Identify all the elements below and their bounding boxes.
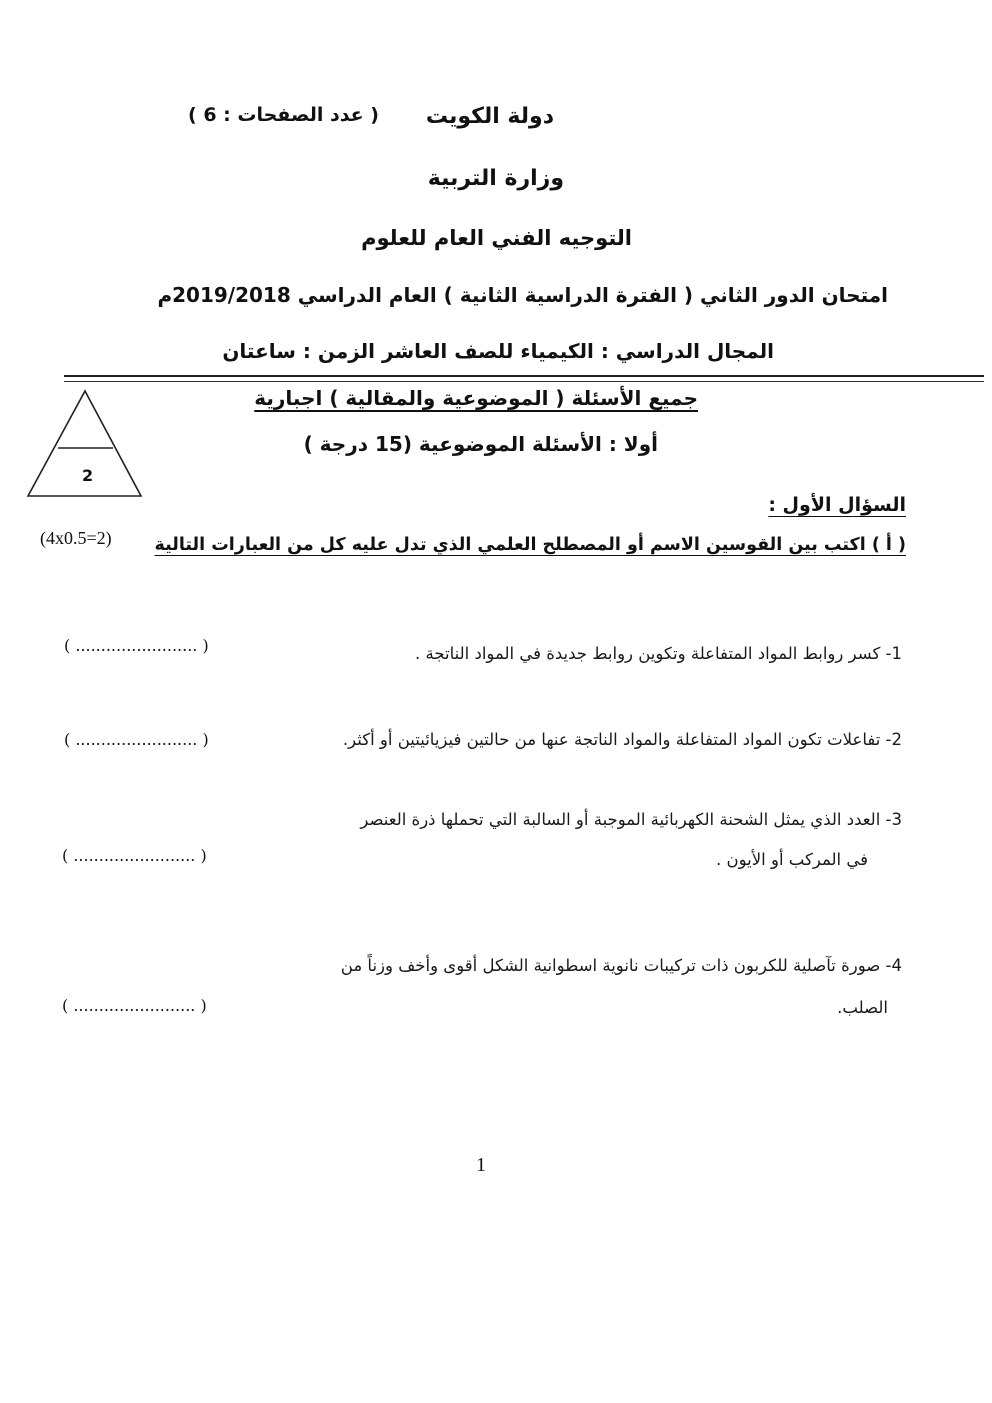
question-item-3-line2: في المركب أو الأيون .	[716, 850, 868, 869]
question-item-4-line1: 4- صورة تآصلية للكربون ذات تركيبات نانوية اسطوانية الشكل أقوى وأخف وزناً من	[340, 956, 902, 975]
part-a-instruction: ( أ ) اكتب بين القوسين الاسم أو المصطلح العلمي الذي تدل عليه كل من العبارات التالية	[154, 535, 906, 555]
country-title: دولة الكويت	[425, 104, 554, 129]
instructions-all-questions: جميع الأسئلة ( الموضوعية والمقالية ) اجبارية	[254, 386, 698, 410]
department-title: التوجيه الفني العام للعلوم	[361, 226, 632, 250]
part-a-marks: (4x0.5=2)	[40, 528, 112, 548]
ministry-title: وزارة التربية	[427, 166, 564, 191]
question-item-2: 2- تفاعلات تكون المواد المتفاعلة والمواد الناتجة عنها من حالتين فيزيائيتين أو أكثر.	[342, 730, 902, 749]
question-one-title: السؤال الأول :	[768, 494, 906, 516]
subject-line: المجال الدراسي : الكيمياء للصف العاشر الزمن : ساعتان	[222, 339, 774, 363]
instructions-section-one: أولا : الأسئلة الموضوعية (15 درجة )	[303, 432, 658, 456]
exam-title: امتحان الدور الثاني ( الفترة الدراسية الثانية ) العام الدراسي 2019/2018م	[157, 283, 888, 307]
question-item-4-line2: الصلب.	[837, 998, 888, 1017]
answer-blank-3[interactable]: ( ........................ )	[62, 846, 207, 865]
question-item-3-line1: 3- العدد الذي يمثل الشحنة الكهربائية الموجبة أو السالبة التي تحملها ذرة العنصر	[360, 810, 902, 829]
score-triangle-value: 2	[82, 466, 94, 485]
answer-blank-4[interactable]: ( ........................ )	[62, 996, 207, 1015]
pages-count: ( عدد الصفحات : 6 )	[188, 104, 379, 126]
header-divider	[64, 375, 984, 377]
question-item-1: 1- كسر روابط المواد المتفاعلة وتكوين روابط جديدة في المواد الناتجة .	[415, 644, 902, 663]
page-number: 1	[476, 1154, 486, 1176]
answer-blank-2[interactable]: ( ........................ )	[64, 730, 209, 749]
header-divider-thin	[64, 381, 984, 382]
answer-blank-1[interactable]: ( ........................ )	[64, 636, 209, 655]
